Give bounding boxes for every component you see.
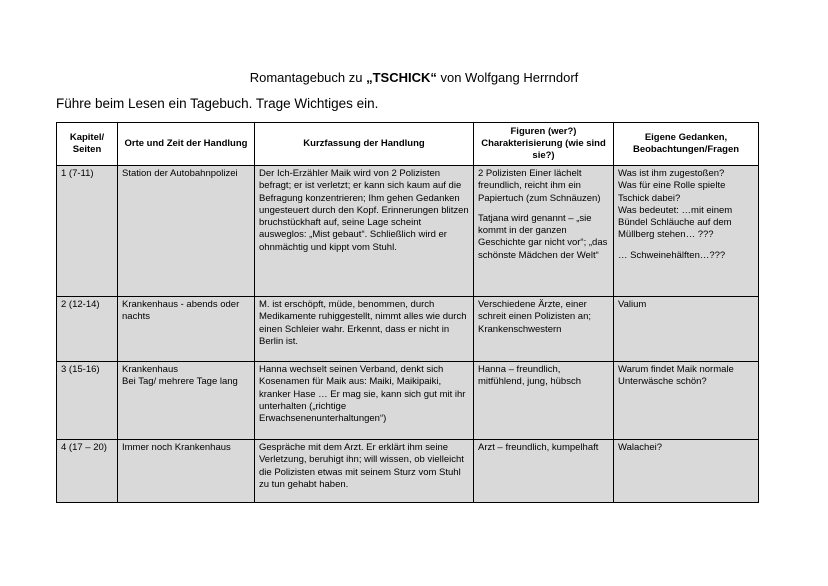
thought-line: Walachei? bbox=[618, 442, 663, 453]
table-row bbox=[57, 166, 759, 297]
figures-cell bbox=[474, 297, 614, 362]
figures-cell bbox=[474, 440, 614, 503]
header-row bbox=[57, 123, 759, 166]
header-chapter: Kapitel/ Seiten bbox=[57, 123, 118, 166]
spacer bbox=[618, 242, 754, 250]
place-line: Krankenhaus bbox=[122, 364, 178, 375]
instruction-text: Führe beim Lesen ein Tagebuch. Trage Wichtiges ein. bbox=[56, 96, 379, 111]
chapter-cell: 4 (17 – 20) bbox=[57, 440, 118, 503]
summary-cell: Hanna wechselt seinen Verband, denkt sich Kosenamen für Maik aus: Maiki, Maikipaiki, kranker Hase … Er mag sie, kann sich gut mit ihr unterhalten („richtige Erwachsenenunterhaltungen“) bbox=[255, 362, 474, 440]
spacer bbox=[478, 205, 609, 213]
place-cell bbox=[118, 440, 255, 503]
header-thoughts: Eigene Gedanken, Beobachtungen/Fragen bbox=[614, 123, 759, 166]
title-prefix: Romantagebuch zu bbox=[249, 70, 367, 85]
thought-line: Was ist ihm zugestoßen? bbox=[618, 168, 725, 179]
thoughts-cell bbox=[614, 297, 759, 362]
thought-line: Was für eine Rolle spielte Tschick dabei? bbox=[618, 180, 726, 204]
place-line: Bei Tag/ mehrere Tage lang bbox=[122, 376, 238, 388]
title-book: „TSCHICK“ bbox=[366, 70, 437, 85]
place-line: Immer noch Krankenhaus bbox=[122, 442, 231, 453]
figures-cell bbox=[474, 166, 614, 297]
figures-text: Arzt – freundlich, kumpelhaft bbox=[478, 442, 599, 453]
summary-cell: Der Ich-Erzähler Maik wird von 2 Polizisten befragt; er ist verletzt; er kann sich kaum auf die Befragung konzentrieren; Ihm gehen Gedanken ungesteuert durch den Kopf. Erinnerungen blitzen bruchstückhaft auf, seine Lage scheint ausweglos: „Mist gebaut“. Schließlich wird er ohnmächtig und kippt vom Stuhl. bbox=[255, 166, 474, 297]
figures-text: Tatjana wird genannt – „sie kommt in der ganzen Geschichte gar nicht vor“; „das schönste Mädchen der Welt“ bbox=[478, 212, 608, 261]
thoughts-cell bbox=[614, 440, 759, 503]
title-suffix: von Wolfgang Herrndorf bbox=[436, 70, 579, 85]
figures-text: Verschiedene Ärzte, einer schreit einen Polizisten an; Krankenschwestern bbox=[478, 299, 592, 335]
thought-line: … Schweinehälften…??? bbox=[618, 249, 726, 261]
thought-line: Valium bbox=[618, 299, 647, 310]
thoughts-cell bbox=[614, 362, 759, 440]
table-row bbox=[57, 362, 759, 440]
figures-text: 2 Polizisten Einer lächelt freundlich, reicht ihm ein Papiertuch (zum Schnäuzen) bbox=[478, 168, 601, 204]
place-cell bbox=[118, 297, 255, 362]
table-row bbox=[57, 297, 759, 362]
place-cell bbox=[118, 166, 255, 297]
place-line: Station der Autobahnpolizei bbox=[122, 168, 238, 179]
place-cell bbox=[118, 362, 255, 440]
chapter-cell: 2 (12-14) bbox=[57, 297, 118, 362]
figures-cell bbox=[474, 362, 614, 440]
document-title bbox=[0, 70, 828, 85]
chapter-cell: 3 (15-16) bbox=[57, 362, 118, 440]
header-summary: Kurzfassung der Handlung bbox=[255, 123, 474, 166]
thoughts-cell bbox=[614, 166, 759, 297]
figures-text: Hanna – freundlich, mitfühlend, jung, hübsch bbox=[478, 364, 581, 388]
header-place: Orte und Zeit der Handlung bbox=[118, 123, 255, 166]
table-row bbox=[57, 440, 759, 503]
thought-line: Warum findet Maik normale Unterwäsche schön? bbox=[618, 364, 734, 388]
chapter-cell: 1 (7-11) bbox=[57, 166, 118, 297]
summary-cell: M. ist erschöpft, müde, benommen, durch Medikamente ruhiggestellt, nimmt alles wie durch einen Schleier wahr. Erkennt, dass er nicht in Berlin ist. bbox=[255, 297, 474, 362]
header-figures: Figuren (wer?) Charakterisierung (wie sind sie?) bbox=[474, 123, 614, 166]
diary-table bbox=[56, 122, 759, 503]
summary-cell: Gespräche mit dem Arzt. Er erklärt ihm seine Verletzung, beruhigt ihn; will wissen, ob vielleicht die Polizisten etwas mit seinem Sturz vom Stuhl zu tun gehabt haben. bbox=[255, 440, 474, 503]
thought-line: Was bedeutet: …mit einem Bündel Schläuche auf dem Müllberg stehen… ??? bbox=[618, 204, 733, 241]
place-line: Krankenhaus - abends oder nachts bbox=[122, 299, 240, 323]
